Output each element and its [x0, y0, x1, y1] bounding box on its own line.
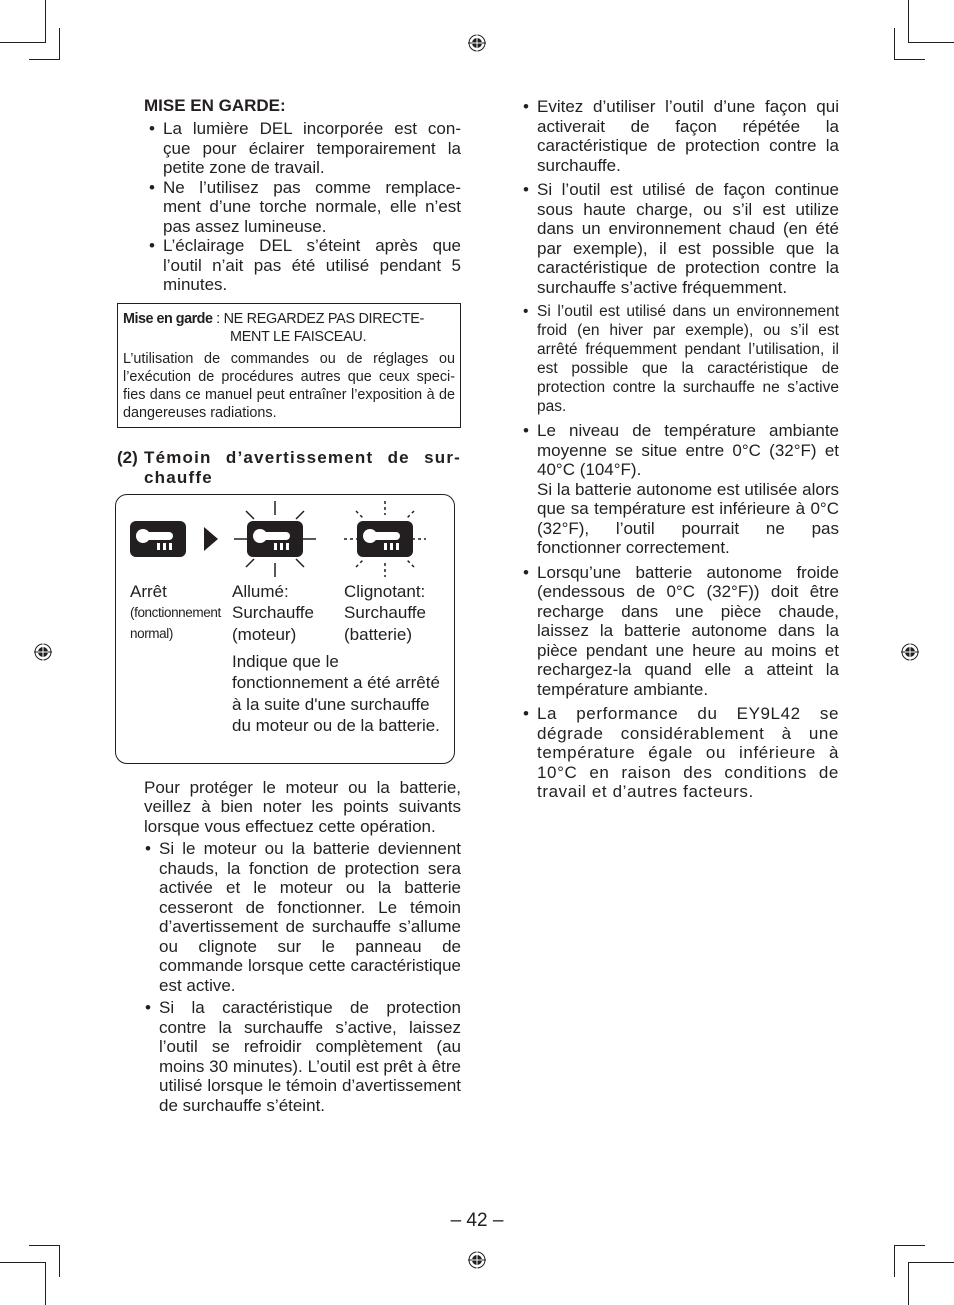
warning-line2: MENT LE FAISCEAU.	[230, 328, 367, 345]
state-on-text: Surchauffe	[232, 603, 314, 622]
state-on-label	[232, 581, 342, 646]
crop-mark	[45, 0, 46, 43]
state-blink-text: (batterie)	[344, 624, 413, 644]
registration-mark-icon	[468, 34, 486, 52]
warning-label: Mise en garde	[123, 310, 213, 327]
list-item: • La lumière DEL incorporée est con- çue pour éclairer temporairement la petite zone de travail.	[147, 119, 461, 178]
crop-mark	[0, 42, 46, 43]
list-item: • La performance du EY9L42 se dégrade considérablement à une température égale ou inférieure à 10°C en raison des conditions de travail et d’autres facteurs.	[521, 704, 839, 802]
state-off-note: (fonctionnement normal)	[130, 605, 221, 641]
caution-heading: MISE EN GARDE:	[144, 96, 286, 115]
crop-mark	[59, 1245, 60, 1277]
list-item: • Lorsqu’une batterie autonome froide (endessous de 0°C (32°F)) doit être recharge dans une pièce chaude, laissez la batterie autonome dans la pièce pendant une heure au moins et rechargez-la quand elle a atteint la température ambiante.	[521, 563, 839, 700]
state-blink-label	[344, 581, 448, 646]
indication-text: Indique que le fonctionnement a été arrêté à la suite d'une surchauffe du moteur ou de la batterie.	[232, 651, 440, 735]
crop-mark	[894, 1245, 925, 1246]
crop-mark	[894, 1245, 895, 1277]
state-on-text: Allumé:	[232, 581, 289, 601]
overheat-indicator-diagram	[115, 494, 455, 764]
state-on-text: (moteur)	[232, 624, 297, 644]
list-item: • Evitez d’utiliser l’outil d’une façon qui activerait de façon répétée la caractéristique de protection contre la surchauffe.	[521, 97, 839, 175]
thermometer-blinking-icon	[344, 501, 426, 577]
thermometer-off-icon	[130, 521, 186, 557]
list-item-continuation: Si la batterie autonome est utilisée alors que sa température est inférieure à 0°C (32°F), l’outil pourrait ne pas fonctionner correctement.	[537, 479, 839, 557]
thermometer-on-icon	[234, 501, 316, 577]
crop-mark	[894, 28, 895, 60]
crop-mark	[908, 42, 954, 43]
right-column	[521, 97, 839, 807]
arrow-right-icon	[204, 527, 218, 551]
state-blink-text: Clignotant:	[344, 581, 426, 601]
laser-warning-box	[117, 303, 461, 428]
crop-mark	[908, 0, 909, 43]
registration-mark-icon	[901, 643, 919, 661]
state-off-label	[130, 581, 226, 645]
warning-line1: : NE REGARDEZ PAS DIRECTE-	[212, 310, 425, 327]
crop-mark	[59, 28, 60, 60]
list-item: • Si le moteur ou la batterie deviennent chauds, la fonction de protection sera activée et le moteur ou la batterie cesseront de fonctionner. Le témoin d’avertissement de surchauffe s’allume ou clignote sur le panneau de commande lorsque cette caractéristique est active.	[143, 839, 461, 995]
list-item: • L’éclairage DEL s’éteint après que l’outil n’ait pas été utilisé pendant 5 minutes.	[147, 236, 461, 295]
list-item: • Si l’outil est utilisé dans un environnement froid (en hiver par exemple), ou s’il est arrêté fréquemment pendant l’utilisation, il est possible que la caractéristique de protection contre la surchauffe ne s’active pas.	[521, 302, 839, 416]
list-item: • Si la caractéristique de protection contre la surchauffe s’active, laissez l’outil se refroidir complètement (au moins 30 minutes). L’outil est prêt à être utilisé lorsque le témoin d’avertissement de surchauffe s’éteint.	[143, 998, 461, 1115]
section-heading	[117, 448, 461, 488]
crop-mark	[29, 59, 60, 60]
warning-body: L’utilisation de commandes ou de réglages ou l’exécution de procédures autres que ceux speci- fies dans ce manuel peut entraîner l’exposition à de dangereuses radiations.	[123, 350, 455, 421]
list-item	[521, 421, 839, 558]
crop-mark	[29, 1245, 60, 1246]
list-item-text: • Le niveau de température ambiante moyenne se situe entre 0°C (32°F) et 40°C (104°F).	[537, 421, 839, 479]
caution-list	[147, 119, 461, 295]
state-off-text: Arrêt	[130, 581, 167, 601]
crop-mark	[0, 1262, 46, 1263]
protection-list	[143, 839, 461, 1115]
left-column	[117, 96, 461, 1118]
registration-mark-icon	[34, 643, 52, 661]
crop-mark	[894, 59, 925, 60]
registration-mark-icon	[468, 1251, 486, 1269]
section-title: Témoin d’avertissement de sur- chauffe	[144, 447, 461, 487]
list-item: • Ne l’utilisez pas comme remplace- ment d’une torche normale, elle n’est pas assez lumineuse.	[147, 178, 461, 237]
page-number: – 42 –	[450, 1210, 504, 1231]
usage-notes-list	[521, 97, 839, 802]
state-blink-text: Surchauffe	[344, 603, 426, 622]
crop-mark	[908, 1262, 954, 1263]
section-number: (2)	[117, 447, 138, 467]
list-item: • Si l’outil est utilisé de façon continue sous haute charge, ou s’il est utilize dans un environnement chaud (en été par exemple), il est possible que la caractéristique de protection contre la surchauffe s’active fréquemment.	[521, 180, 839, 297]
intro-paragraph: Pour protéger le moteur ou la batterie, veillez à bien noter les points suivants lorsque vous effectuez cette opération.	[144, 777, 461, 836]
crop-mark	[45, 1262, 46, 1305]
crop-mark	[908, 1262, 909, 1305]
